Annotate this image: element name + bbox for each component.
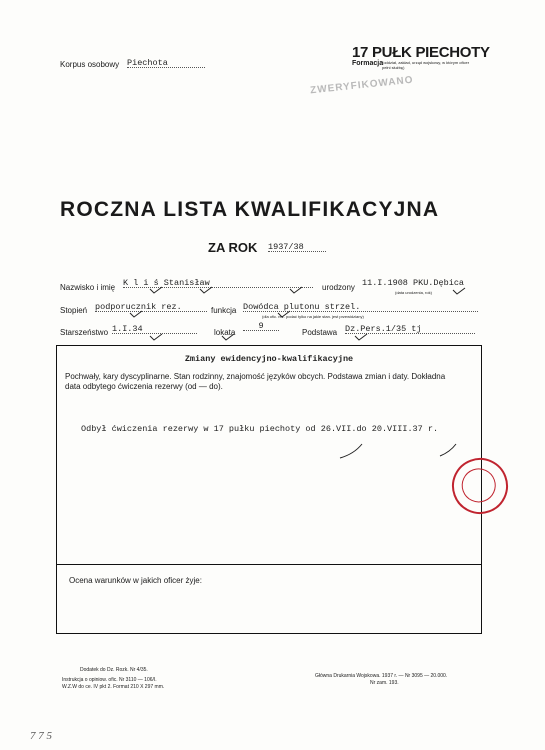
formation-note: (oddział, zakład, urząd wojskowy, w którym oficer pełni służbę) <box>382 60 470 70</box>
lokata-label: lokata <box>214 328 236 337</box>
footer-right-line1: Główna Drukarnia Wojskowa. 1937 r. — Nr 3095 — 20.000. <box>315 673 448 679</box>
seniority-label: Starszeństwo <box>60 328 109 337</box>
footer-left-line2: Instrukcja o opiniow. ofic. Nr 3110 — 106/I. <box>62 677 157 683</box>
name-value: K l i ś Stanisław <box>123 278 313 288</box>
unit-stamp: 17 PUŁK PIECHOTY <box>352 44 490 61</box>
formation-label: Formacja <box>352 60 384 67</box>
seniority-value: 1.I.34 <box>112 324 197 334</box>
born-value: 11.I.1908 PKU.Dębica <box>362 278 465 288</box>
changes-entry: Odbył ćwiczenia rezerwy w 17 pułku piechoty od 26.VII.do 20.VIII.37 r. <box>81 424 439 434</box>
born-note: (data urodzenia, rok) <box>395 290 432 295</box>
assessment-label: Ocena warunków w jakich oficer żyje: <box>69 576 202 585</box>
footer-left-line3: W.Z.W do ce. IV pkt 2. Format 210 X 297 mm. <box>62 684 165 690</box>
changes-box <box>56 345 482 634</box>
name-label: Nazwisko i imię <box>60 283 116 292</box>
function-value: Dowódca plutonu strzel. <box>243 302 478 312</box>
footer-left-line1: Dodatek do Dz. Rozk. Nr 4/35. <box>80 667 148 673</box>
corps-label: Korpus osobowy <box>60 60 120 69</box>
year-label: ZA ROK <box>208 240 258 255</box>
lokata-value: 9 <box>243 321 279 331</box>
rank-value: podporucznik rez. <box>95 302 207 312</box>
function-note: (dla ofic. rez. podać tylko na jakie stan. jest przewidziany) <box>262 314 364 319</box>
changes-instructions: Pochwały, kary dyscyplinarne. Stan rodzinny, znajomość języków obcych. Podstawa zmian i daty. Dokładna data odbytego ćwiczenia rezerwy (od — do). <box>65 372 446 391</box>
page-number-note: 7 7 5 <box>30 730 52 742</box>
box-divider <box>57 564 481 565</box>
rank-label: Stopień <box>60 306 88 315</box>
basis-value: Dz.Pers.1/35 tj <box>345 324 475 334</box>
born-label: urodzony <box>322 283 355 292</box>
document-title: ROCZNA LISTA KWALIFIKACYJNA <box>60 198 440 221</box>
corps-value: Piechota <box>127 58 205 68</box>
footer-right-line2: Nr zam. 193. <box>370 680 399 686</box>
function-label: funkcja <box>211 306 237 315</box>
faded-stamp: ZWERYFIKOWANO <box>309 74 415 97</box>
basis-label: Podstawa <box>302 328 338 337</box>
year-value: 1937/38 <box>268 242 326 252</box>
changes-heading: Zmiany ewidencyjno-kwalifikacyjne <box>184 354 354 364</box>
